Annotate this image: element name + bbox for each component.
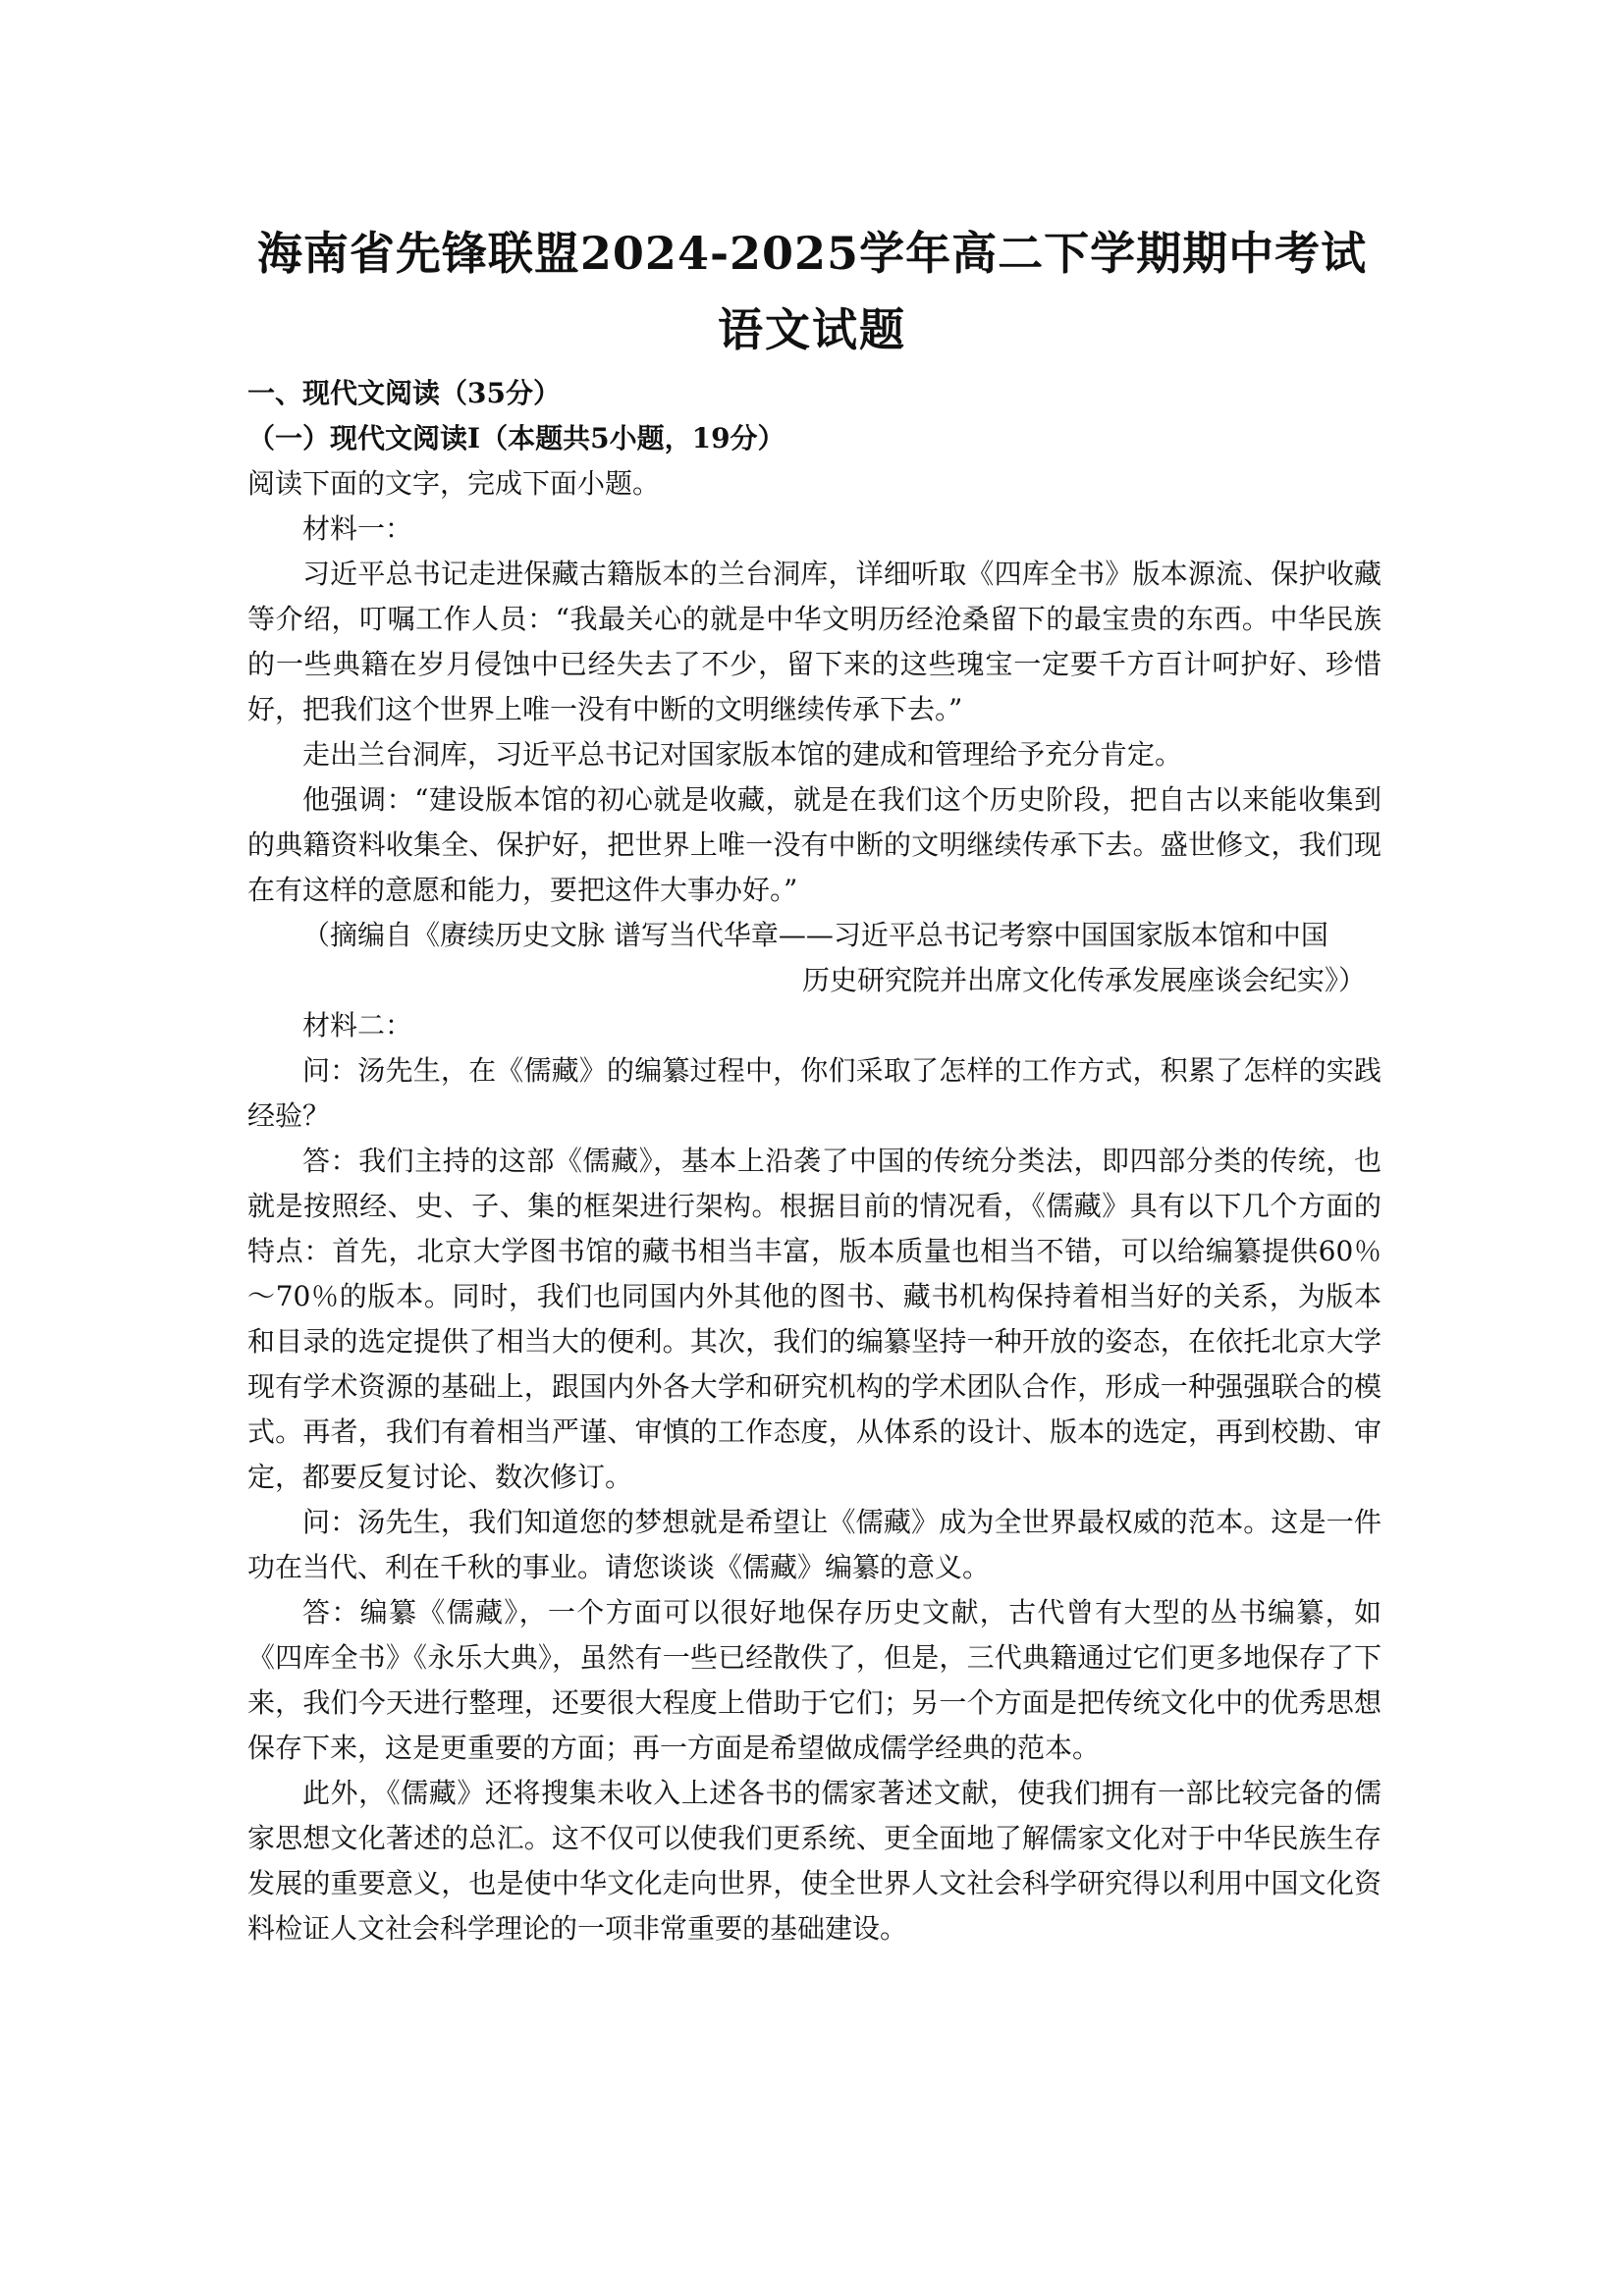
material2-label: 材料二：	[302, 1009, 413, 1041]
material2-paragraph: 答：我们主持的这部《儒藏》，基本上沿袭了中国的传统分类法，即四部分类的传统，也就是按照经、史、子、集的框架进行架构。根据目前的情况看，《儒藏》具有以下几个方面的特点：首先，北京大学图书馆的藏书相当丰富，版本质量也相当不错，可以给编纂提供60％～70％的版本。同时，我们也同国内外其他的图书、藏书机构保持着相当好的关系，为版本和目录的选定提供了相当大的便利。其次，我们的编纂坚持一种开放的姿态，在依托北京大学现有学术资源的基础上，跟国内外各大学和研究机构的学术团队合作，形成一种强强联合的模式。再者，我们有着相当严谨、审慎的工作态度，从体系的设计、版本的选定，再到校勘、审定，都要反复讨论、数次修订。	[247, 1145, 1381, 1493]
exam-subtitle: 语文试题	[718, 303, 906, 356]
material2-paragraph: 此外，《儒藏》还将搜集未收入上述各书的儒家著述文献，使我们拥有一部比较完备的儒家思想文化著述的总汇。这不仅可以使我们更系统、更全面地了解儒家文化对于中华民族生存发展的重要意义，也是使中华文化走向世界，使全世界人文社会科学研究得以利用中国文化资料检证人文社会科学理论的一项非常重要的基础建设。	[247, 1777, 1381, 1945]
material1-source-line: （摘编自《赓续历史文脉 谱写当代华章——习近平总书记考察中国国家版本馆和中国	[302, 919, 1328, 951]
material1-source-line: 历史研究院并出席文化传承发展座谈会纪实》）	[801, 964, 1366, 996]
material2-paragraph: 问：汤先生，在《儒藏》的编纂过程中，你们采取了怎样的工作方式，积累了怎样的实践经验？	[247, 1054, 1381, 1132]
material2-paragraph: 答：编纂《儒藏》，一个方面可以很好地保存历史文献，古代曾有大型的丛书编纂，如《四库全书》《永乐大典》，虽然有一些已经散佚了，但是，三代典籍通过它们更多地保存了下来，我们今天进行整理，还要很大程度上借助于它们；另一个方面是把传统文化中的优秀思想保存下来，这是更重要的方面；再一方面是希望做成儒学经典的范本。	[247, 1596, 1381, 1764]
section-heading: 一、现代文阅读（35分）	[247, 377, 561, 409]
material2-paragraph: 问：汤先生，我们知道您的梦想就是希望让《儒藏》成为全世界最权威的范本。这是一件功在当代、利在千秋的事业。请您谈谈《儒藏》编纂的意义。	[247, 1506, 1381, 1583]
document-body	[247, 367, 1381, 1951]
instruction-text: 阅读下面的文字，完成下面小题。	[247, 467, 661, 500]
material1-paragraph: 他强调：“建设版本馆的初心就是收藏，就是在我们这个历史阶段，把自古以来能收集到的典籍资料收集全、保护好，把世界上唯一没有中断的文明继续传承下去。盛世修文，我们现在有这样的意愿和能力，要把这件大事办好。”	[247, 783, 1381, 906]
material1-paragraph: 习近平总书记走进保藏古籍版本的兰台洞库，详细听取《四库全书》版本源流、保护收藏等介绍，叮嘱工作人员：“我最关心的就是中华文明历经沧桑留下的最宝贵的东西。中华民族的一些典籍在岁月侵蚀中已经失去了不少，留下来的这些瑰宝一定要千方百计呵护好、珍惜好，把我们这个世界上唯一没有中断的文明继续传承下去。”	[247, 558, 1381, 725]
material1-label: 材料一：	[302, 512, 413, 545]
material1-paragraph: 走出兰台洞库，习近平总书记对国家版本馆的建成和管理给予充分肯定。	[302, 738, 1183, 771]
subsection-heading: （一）现代文阅读Ⅰ（本题共5小题，19分）	[247, 422, 785, 454]
exam-title: 海南省先锋联盟2024-2025学年高二下学期期中考试	[256, 227, 1368, 280]
